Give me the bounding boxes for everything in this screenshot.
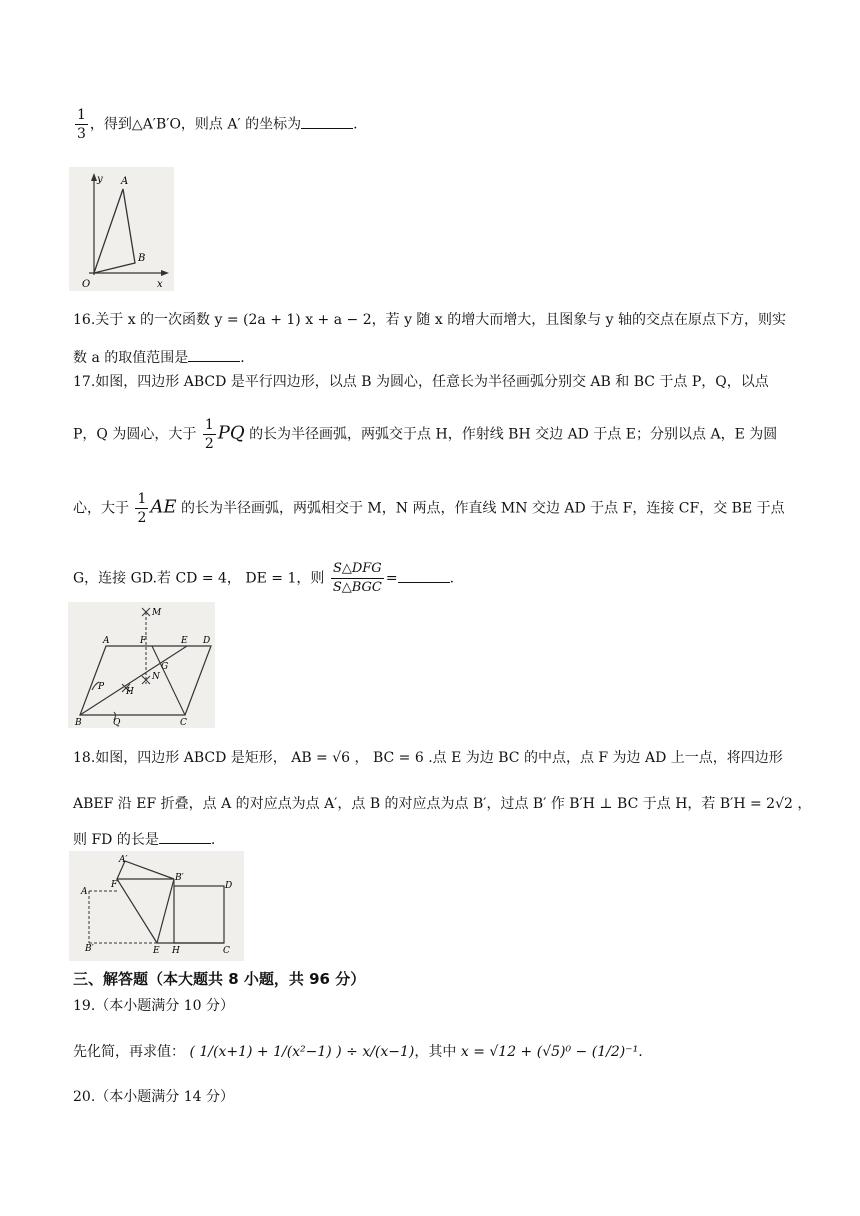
fig17-c-label: C	[180, 718, 187, 728]
fig18-a-label: A	[81, 887, 88, 897]
q17-line4: G，连接 GD.若 CD = 4， DE = 1，则 $\frac{\text{S△DFG}}{\text{S△BGC}}$ = .	[73, 561, 455, 595]
figure-q18	[69, 851, 244, 961]
fig15-o-label: O	[82, 279, 91, 290]
fig15-a-label: A	[121, 176, 129, 187]
q17-line2: P，Q 为圆心，大于 $\frac{1}{2}$ PQ 的长为半径画弧，两弧交于点 H，作射线 BH 交边 AD 于点 E；分别以点 A，E 为圆	[73, 417, 778, 452]
fig17-p-label: P	[98, 682, 105, 692]
q15-text: ，得到△A′B′O，则点 A′ 的坐标为	[89, 116, 302, 133]
q15-fraction: $\frac{1}{3}$	[77, 107, 86, 142]
q17-fraction-half-ae: $\frac{1}{2}$	[137, 491, 147, 526]
answer-blank-16[interactable]	[188, 347, 240, 362]
figure-q15	[69, 167, 174, 291]
q18-line3: 则 FD 的长是 .	[73, 829, 215, 850]
fig18-f-label: F	[111, 880, 118, 890]
q18-line2: ABEF 沿 EF 折叠，点 A 的对应点为点 A′，点 B 的对应点为点 B′，过点 B′ 作 B′H ⊥ BC 于点 H，若 B′H = 2√2 ，	[73, 796, 812, 812]
answer-blank-17[interactable]	[398, 568, 450, 583]
fig18-d-label: D	[225, 881, 233, 891]
q19-header: 19.（本小题满分 10 分）	[73, 998, 234, 1014]
q17-fraction-half-pq: $\frac{1}{2}$	[204, 417, 214, 452]
q15-tail: $\frac{1}{3}$ ，得到△A′B′O，则点 A′ 的坐标为 .	[77, 107, 358, 142]
q17-area-ratio: $\frac{\text{S△DFG}}{\text{S△BGC}}$	[332, 561, 382, 595]
fig18-c-label: C	[223, 946, 230, 956]
fig17-f-label: F	[140, 636, 147, 646]
q17-line1: 17.如图，四边形 ABCD 是平行四边形，以点 B 为圆心，任意长为半径画弧分别交 AB 和 BC 于点 P，Q，以点	[73, 374, 769, 390]
fig17-e-label: E	[181, 636, 188, 646]
q16-line2: 数 a 的取值范围是 .	[73, 347, 245, 368]
fig15-b-label: B	[138, 253, 146, 264]
fig18-b-label: B′	[85, 944, 94, 954]
fig17-d-label: D	[203, 636, 211, 646]
fig18-a1-label: A′	[119, 855, 128, 865]
section-three-heading: 三、解答题（本大题共 8 小题，共 96 分）	[73, 970, 366, 988]
fig18-h-label: H	[172, 946, 180, 956]
q18-line1: 18.如图，四边形 ABCD 是矩形， AB = √6 ， BC = 6 .点 E 为边 BC 的中点，点 F 为边 AD 上一点，将四边形	[73, 750, 783, 766]
fig18-b1-label: B′	[175, 873, 184, 883]
q19-value: x = √12 + (√5)⁰ − (1/2)⁻¹	[460, 1044, 639, 1060]
q17-line3: 心，大于 $\frac{1}{2}$ AE 的长为半径画弧，两弧相交于 M，N 两点，作直线 MN 交边 AD 于点 F，连接 CF，交 BE 于点	[73, 491, 785, 526]
q19-body: 先化简，再求值： ( 1/(x+1) + 1/(x²−1) ) ÷ x/(x−1)，其中 x = √12 + (√5)⁰ − (1/2)⁻¹.	[73, 1044, 643, 1060]
fig15-x-label: x	[157, 279, 163, 290]
fig17-q-label: Q	[113, 718, 121, 728]
answer-blank-15[interactable]	[301, 114, 353, 129]
fig17-h-label: H	[126, 687, 134, 697]
fig15-y-label: y	[97, 174, 103, 185]
q19-expression: ( 1/(x+1) + 1/(x²−1) ) ÷ x/(x−1)	[189, 1044, 415, 1060]
q16-line1: 16.关于 x 的一次函数 y = (2a + 1) x + a − 2，若 y 随 x 的增大而增大，且图象与 y 轴的交点在原点下方，则实	[73, 312, 787, 328]
fig17-n-label: N	[152, 672, 160, 682]
fig17-m-label: M	[152, 608, 162, 618]
q20-header: 20.（本小题满分 14 分）	[73, 1089, 234, 1105]
answer-blank-18[interactable]	[159, 829, 211, 844]
fig17-b-label: B	[75, 718, 82, 728]
fig17-g-label: G	[161, 662, 169, 672]
figure-q17	[68, 602, 215, 728]
fig17-a-label: A	[103, 636, 110, 646]
fig18-e-label: E	[153, 946, 160, 956]
